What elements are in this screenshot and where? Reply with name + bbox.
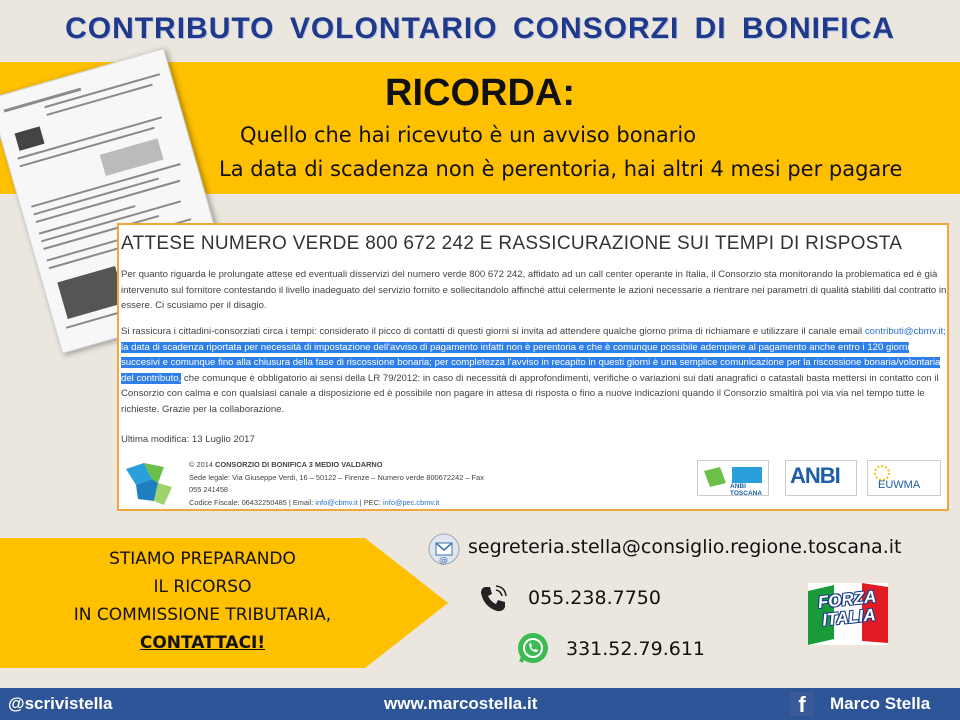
- article-paragraph-2: [121, 324, 947, 417]
- last-modified: Ultima modifica: 13 Luglio 2017: [121, 434, 255, 445]
- anbi-toscana-logo: [697, 460, 769, 496]
- footer-pec-link[interactable]: info@pec.cbmv.it: [383, 497, 440, 507]
- forza-italia-logo: [808, 583, 888, 645]
- anbi-label: ANBI: [790, 463, 840, 488]
- reminder-line-1: Quello che hai ricevuto è un avviso bonario: [240, 123, 697, 147]
- whatsapp-icon: [516, 631, 550, 665]
- reminder-line-2: La data di scadenza non è perentoria, hai altri 4 mesi per pagare: [219, 157, 903, 181]
- forza-italia-line-2: ITALIA: [821, 605, 877, 630]
- euwma-label: EUWMA: [878, 479, 921, 491]
- bottom-bar: [0, 688, 960, 720]
- callout-line-2: IL RICORSO: [153, 577, 252, 597]
- footer-pec-label: | PEC:: [357, 497, 384, 507]
- page-title: CONTRIBUTO VOLONTARIO CONSORZI DI BONIFICA: [65, 12, 895, 45]
- highlighted-text: la data di scadenza riportata per necessità di impostazione dell'avviso di pagamento infatti non è perentoria e che è comunque possibile adempiere al pagamento anche entro i 120 giorni succesivi e comunque fino alla chiusura della fase di riscossione bonaria; per completezza l'avviso in recapito in questi giorni è una semplice comunicazione per la riscossione bonaria/volontaria del contributo,: [121, 341, 941, 384]
- footer-email-link[interactable]: info@cbmv.it: [315, 497, 358, 507]
- footer-address: Sede legale: Via Giuseppe Verdi, 16 – 50122 – Firenze – Numero verde 800672242 – Fax: [189, 472, 484, 482]
- article-paragraph-1: Per quanto riguarda le prolungate attese ed eventuali disservizi del numero verde 800 672 242, affidato ad un call center operante in Italia, il Consorzio sta monitorando la problematica ed è già intervenuto sul fornitore contestando il livello inadeguato del servizio fornito e sollecitandolo affinché attui celermente le azioni necessarie a rientrare nei parametri di qualità stabiliti dal contratto in essere. Ci scusiamo per il disagio.: [121, 269, 947, 311]
- phone-icon: [478, 584, 508, 614]
- footer-consorzio-name: CONSORZIO DI BONIFICA 3 MEDIO VALDARNO: [215, 460, 383, 469]
- email-link[interactable]: contributi@cbmv.it;: [864, 326, 946, 337]
- article-screenshot: [117, 223, 949, 511]
- callout-line-1: STIAMO PREPARANDO: [109, 549, 296, 569]
- consorzio-logo-icon: [124, 461, 174, 507]
- contact-whatsapp[interactable]: 331.52.79.611: [566, 638, 706, 660]
- footer-copyright: © 2014: [189, 460, 215, 469]
- article-footer: [189, 459, 484, 509]
- contact-phone[interactable]: 055.238.7750: [528, 587, 661, 609]
- callout-line-3: IN COMMISSIONE TRIBUTARIA,: [73, 605, 332, 625]
- svg-text:@: @: [439, 556, 448, 565]
- facebook-icon: f: [790, 692, 814, 716]
- article-paragraph-2-start: Si rassicura i cittadini-consorziati circa i tempi: considerato il picco di contatti di questi giorni si invita ad attendere qualche giorno prima di richiamare e utilizzare il canale email: [121, 326, 865, 337]
- callout-text: [30, 545, 375, 657]
- anbi-toscana-label: ANBI TOSCANA: [730, 483, 763, 497]
- article-title: ATTESE NUMERO VERDE 800 672 242 E RASSICURAZIONE SUI TEMPI DI RISPOSTA: [121, 233, 903, 254]
- forza-italia-line-1: FORZA: [816, 587, 878, 613]
- contact-email[interactable]: segreteria.stella@consiglio.regione.toscana.it: [468, 536, 902, 558]
- twitter-handle[interactable]: @scrivistella: [8, 694, 113, 713]
- footer-fiscal-code: Codice Fiscale: 06432250485 | Email:: [189, 497, 316, 507]
- anbi-logo: [785, 460, 857, 496]
- reminder-heading: RICORDA:: [385, 72, 575, 114]
- website-link[interactable]: www.marcostella.it: [384, 694, 538, 713]
- euwma-logo: [867, 460, 941, 496]
- email-icon: [428, 533, 460, 565]
- facebook-name[interactable]: Marco Stella: [830, 694, 931, 713]
- callout-line-4: CONTATTACI!: [139, 633, 266, 653]
- article-paragraph-2-end: che comunque è obbligatorio ai sensi della LR 79/2012: in caso di necessità di approfondimenti, verifiche o variazioni sui dati anagrafici o catastali basta mettersi in contatto con il Consorzio con calma e con qualsiasi canale a disposizione ed è possibile non pagare in attesa di risposta o fino a nuove indicazioni quando il Consorzio smaltirà poi via via nel tempo tutte le richieste. Grazie per la collaborazione.: [121, 372, 939, 415]
- footer-fax: 055 241458: [189, 485, 229, 494]
- page-title-bar: [0, 0, 960, 58]
